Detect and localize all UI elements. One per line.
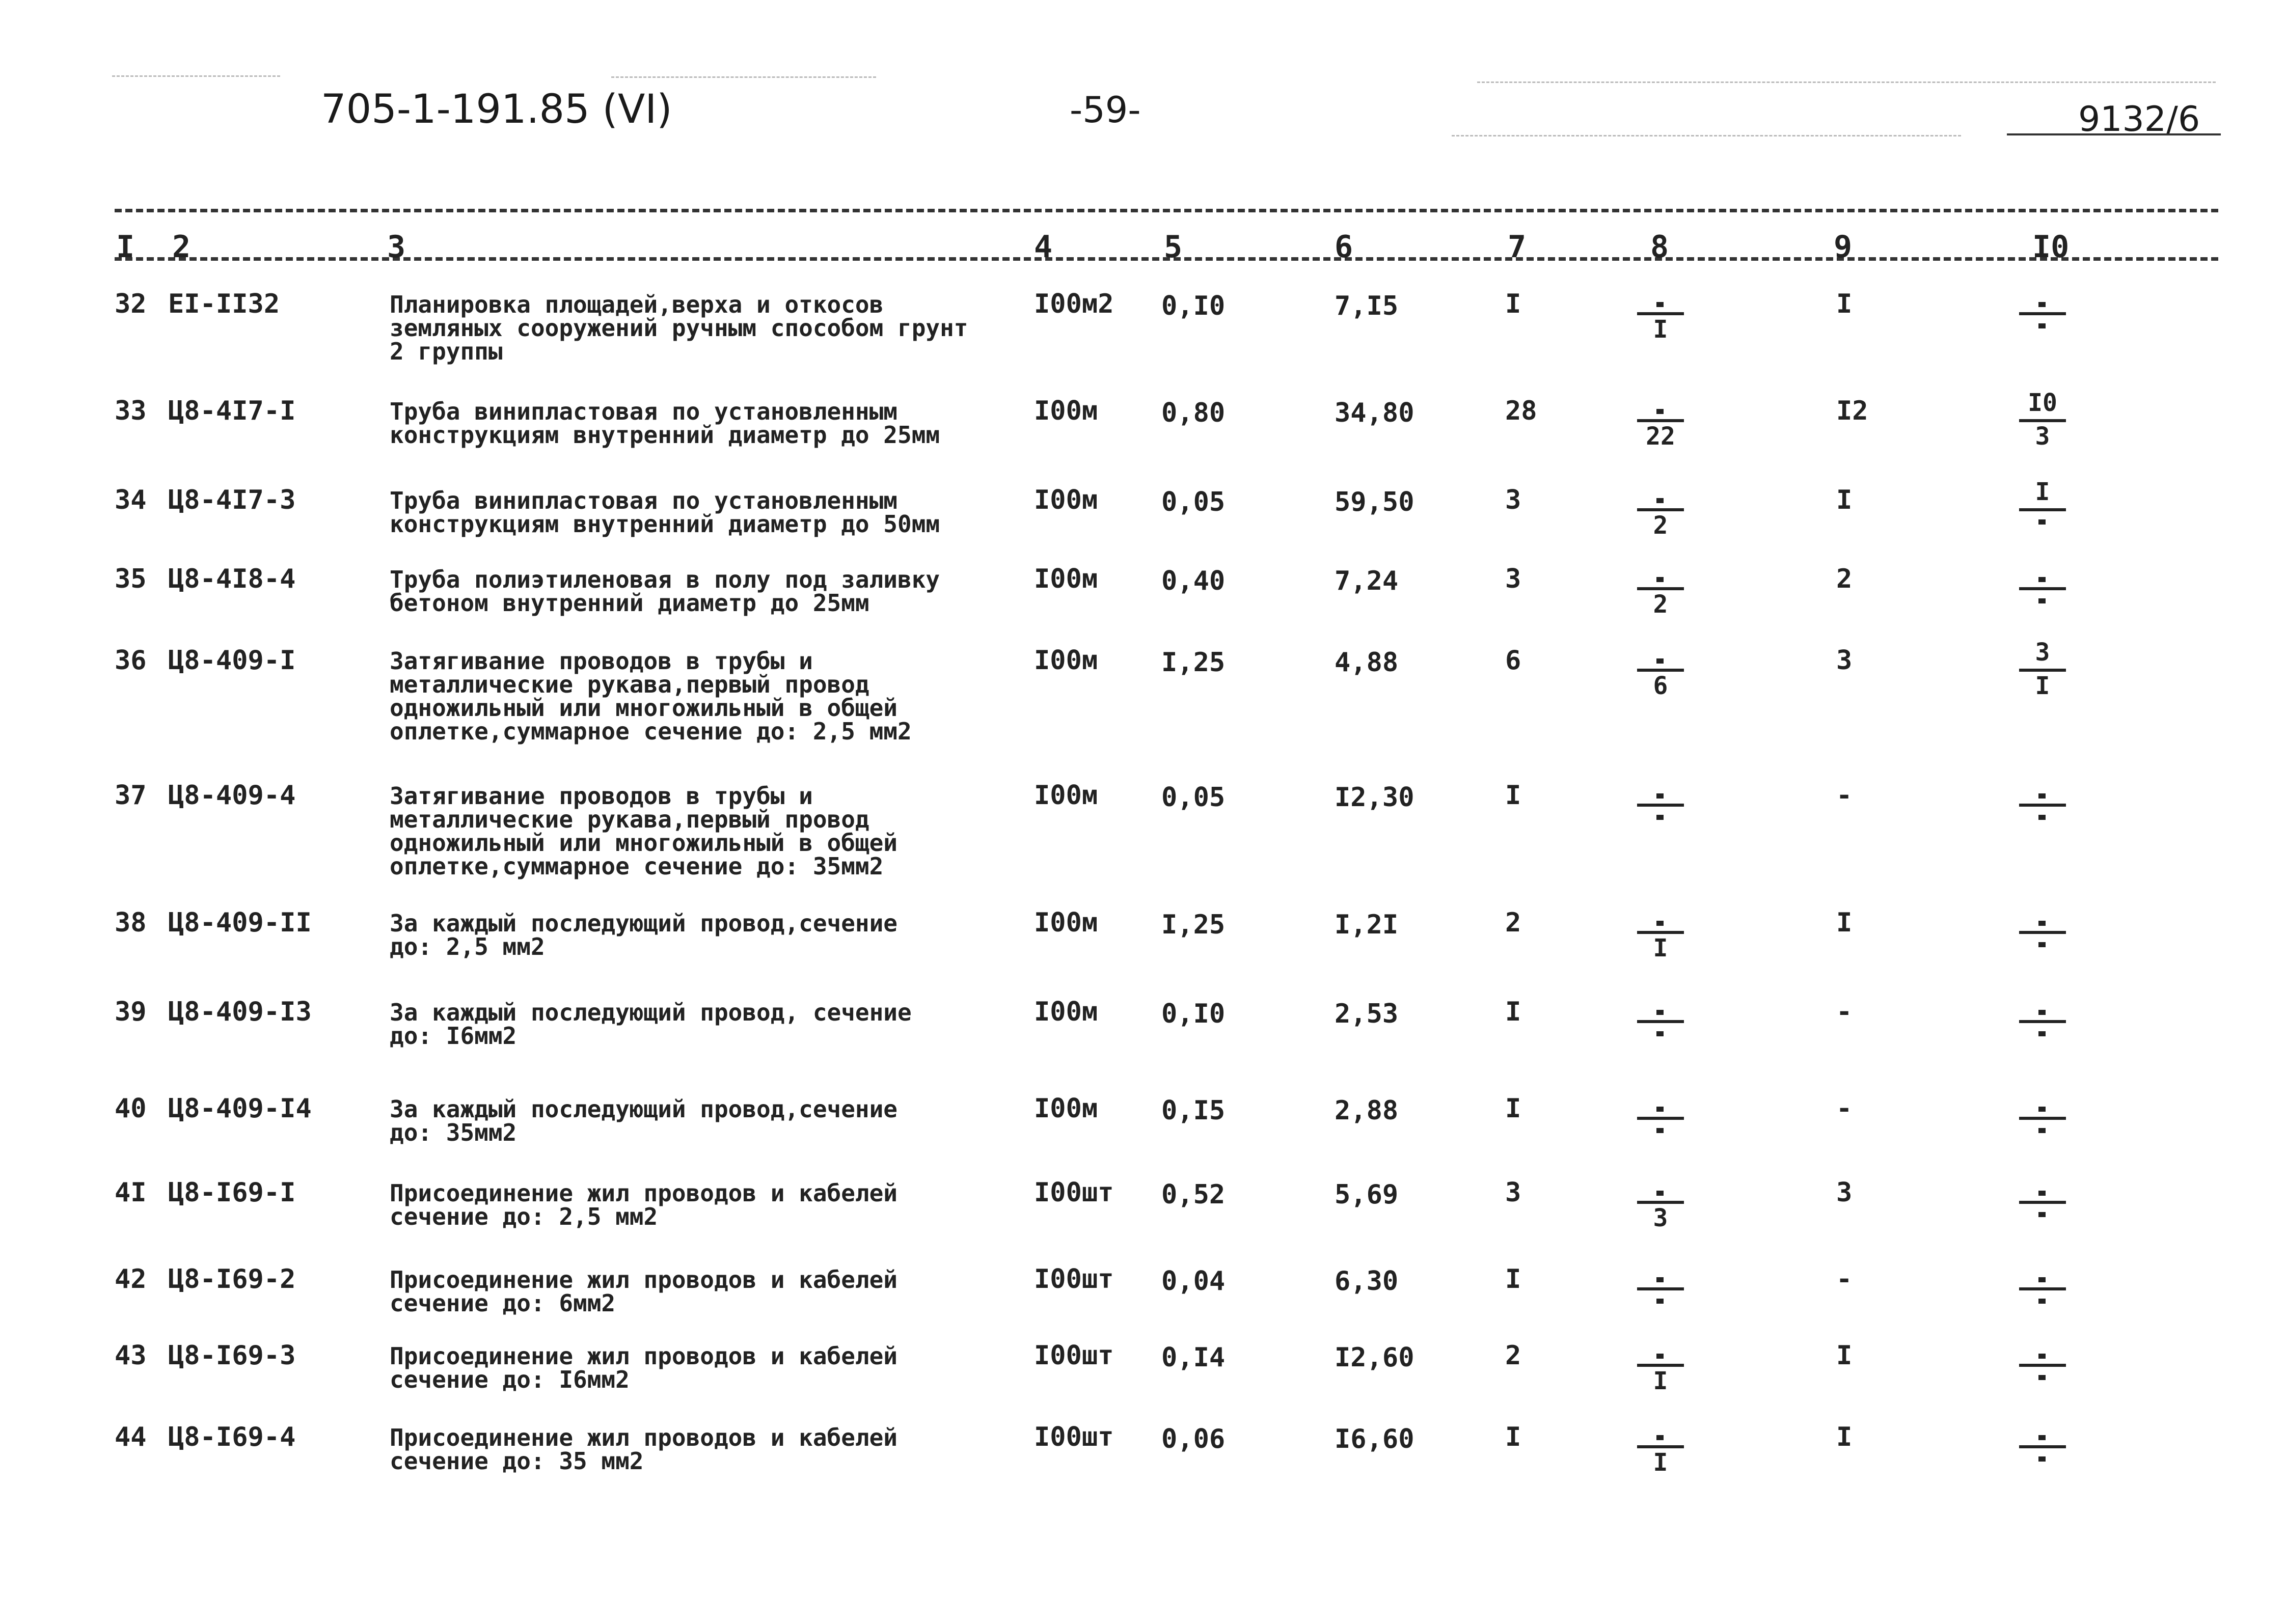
column-9-value: - [1836, 1093, 1853, 1124]
unit-of-measure: I00шт [1034, 1264, 1114, 1295]
column-7-value: 3 [1505, 1177, 1521, 1208]
dash-mark [2038, 577, 2046, 582]
unit-of-measure: I00м [1034, 780, 1098, 811]
column-10-fraction [2017, 638, 2068, 700]
column-10-fraction [2017, 287, 2068, 343]
dash-mark [2038, 1212, 2046, 1217]
column-8-fraction-bar [1637, 1287, 1684, 1290]
work-description-line: бетоном внутренний диаметр до 25мм [390, 589, 869, 617]
column-8-fraction-denominator: I [1653, 1448, 1668, 1477]
work-description-line: Присоединение жил проводов и кабелей [390, 1266, 897, 1293]
work-description-line: Присоединение жил проводов и кабелей [390, 1424, 897, 1451]
column-8-fraction [1635, 643, 1686, 699]
row-number: 44 [115, 1422, 147, 1452]
dash-mark [2038, 1277, 2046, 1282]
column-10-fraction-numerator: I [2035, 478, 2050, 506]
quantity: 0,06 [1161, 1424, 1226, 1454]
column-6-value: 5,69 [1335, 1179, 1399, 1210]
quantity: 0,05 [1161, 782, 1226, 813]
column-7-value: 3 [1505, 485, 1521, 515]
column-10-fraction [2017, 1262, 2068, 1318]
quantity: 0,I0 [1161, 999, 1226, 1029]
work-description-line: Затягивание проводов в трубы и [390, 647, 813, 675]
column-7-value: 2 [1505, 907, 1521, 938]
column-10-fraction-denominator [2017, 1450, 2068, 1475]
column-10-fraction-denominator: 3 [2035, 422, 2050, 451]
column-8-fraction [1635, 1175, 1686, 1231]
rate-code: Ц8-I69-3 [168, 1340, 296, 1371]
rate-code: Ц8-409-4 [168, 780, 296, 811]
work-description-line: сечение до: I6мм2 [390, 1366, 630, 1393]
column-header-3: 3 [387, 229, 406, 265]
column-8-fraction [1635, 778, 1686, 834]
row-number: 4I [115, 1177, 147, 1208]
work-description-line: Присоединение жил проводов и кабелей [390, 1342, 897, 1370]
scan-noise [112, 75, 280, 77]
column-10-fraction [2017, 1091, 2068, 1147]
sheet-code: 9132/6 [2078, 99, 2200, 140]
column-7-value: I [1505, 1093, 1521, 1124]
column-10-fraction-bar [2019, 1020, 2066, 1023]
column-7-value: 28 [1505, 396, 1537, 426]
column-7-value: I [1505, 289, 1521, 319]
column-8-fraction [1635, 1091, 1686, 1147]
column-10-fraction-numerator: 3 [2035, 638, 2050, 667]
column-9-value: I [1836, 907, 1853, 938]
column-10-fraction [2017, 995, 2068, 1051]
work-description-line: сечение до: 6мм2 [390, 1289, 616, 1317]
work-description-line: сечение до: 2,5 мм2 [390, 1203, 658, 1230]
dash-mark [1656, 1299, 1664, 1304]
dash-mark [2038, 598, 2046, 603]
column-8-fraction [1635, 1420, 1686, 1476]
row-number: 40 [115, 1093, 147, 1124]
row-number: 38 [115, 907, 147, 938]
dash-mark [1656, 1354, 1664, 1359]
work-description-line: до: 2,5 мм2 [390, 933, 545, 960]
rate-code: EI-II32 [168, 289, 280, 319]
column-10-fraction-bar [2019, 1117, 2066, 1120]
column-8-fraction-denominator: 2 [1653, 590, 1668, 619]
column-10-fraction [2017, 1175, 2068, 1231]
column-8-fraction-denominator: 6 [1653, 672, 1668, 700]
work-description-line: За каждый последующий провод,сечение [390, 910, 897, 937]
column-10-fraction-bar [2019, 1364, 2066, 1367]
dash-mark [2038, 1031, 2046, 1036]
column-header-1: I [116, 229, 135, 265]
column-10-fraction [2017, 778, 2068, 834]
column-10-fraction [2017, 562, 2068, 618]
work-description-line: одножильный или многожильный в общей [390, 694, 897, 722]
dash-mark [1656, 1010, 1664, 1015]
column-6-value: 34,80 [1335, 398, 1414, 428]
unit-of-measure: I00м [1034, 997, 1098, 1027]
work-description-line: Присоединение жил проводов и кабелей [390, 1179, 897, 1207]
column-10-fraction-bar [2019, 804, 2066, 807]
dash-mark [1656, 1107, 1664, 1112]
column-8-fraction [1635, 483, 1686, 539]
dash-mark [1656, 302, 1664, 307]
row-number: 35 [115, 564, 147, 594]
column-9-value: - [1836, 780, 1853, 811]
rate-code: Ц8-I69-2 [168, 1264, 296, 1295]
column-10-fraction-denominator [2017, 1369, 2068, 1393]
work-description-line: Труба полиэтиленовая в полу под заливку [390, 566, 940, 593]
work-description-line: металлические рукава,первый провод [390, 671, 869, 698]
column-8-fraction-denominator [1635, 1292, 1686, 1317]
row-number: 33 [115, 396, 147, 426]
rate-code: Ц8-4I7-3 [168, 485, 296, 515]
unit-of-measure: I00м [1034, 564, 1098, 594]
dash-mark [2038, 1107, 2046, 1112]
column-header-7: 7 [1508, 229, 1527, 265]
dash-mark [2038, 519, 2046, 525]
quantity: I,25 [1161, 910, 1226, 940]
rate-code: Ц8-4I7-I [168, 396, 296, 426]
rate-code: Ц8-409-I4 [168, 1093, 312, 1124]
work-description-line: Затягивание проводов в трубы и [390, 782, 813, 810]
document-number: 705-1-191.85 (VI) [321, 87, 672, 132]
dash-mark [1656, 658, 1664, 664]
column-6-value: 2,53 [1335, 999, 1399, 1029]
column-header-5: 5 [1164, 229, 1183, 265]
unit-of-measure: I00м [1034, 485, 1098, 515]
column-6-value: 7,I5 [1335, 291, 1399, 321]
column-8-fraction-bar [1637, 1020, 1684, 1023]
column-8-fraction [1635, 287, 1686, 343]
column-8-fraction [1635, 394, 1686, 450]
row-number: 32 [115, 289, 147, 319]
column-7-value: 2 [1505, 1340, 1521, 1371]
dash-mark [1656, 498, 1664, 503]
column-10-fraction-denominator [2017, 809, 2068, 833]
column-8-fraction-denominator: 3 [1653, 1204, 1668, 1232]
work-description-line: до: I6мм2 [390, 1022, 517, 1050]
column-header-4: 4 [1034, 229, 1053, 265]
row-number: 37 [115, 780, 147, 811]
rate-code: Ц8-409-II [168, 907, 312, 938]
dash-mark [2038, 323, 2046, 328]
quantity: I,25 [1161, 647, 1226, 678]
column-9-value: - [1836, 997, 1853, 1027]
column-8-fraction [1635, 562, 1686, 618]
column-10-fraction-bar [2019, 1287, 2066, 1290]
unit-of-measure: I00м [1034, 907, 1098, 938]
column-header-10: I0 [2032, 229, 2070, 265]
column-9-value: 3 [1836, 645, 1853, 676]
column-9-value: - [1836, 1264, 1853, 1295]
dash-mark [2038, 921, 2046, 926]
rate-code: Ц8-I69-I [168, 1177, 296, 1208]
column-7-value: 3 [1505, 564, 1521, 594]
column-9-value: I [1836, 1422, 1853, 1452]
dash-mark [1656, 1277, 1664, 1282]
column-6-value: 7,24 [1335, 566, 1399, 596]
dash-mark [1656, 793, 1664, 799]
column-10-fraction-denominator [2017, 1122, 2068, 1146]
work-description-line: одножильный или многожильный в общей [390, 829, 897, 857]
unit-of-measure: I00шт [1034, 1177, 1114, 1208]
column-7-value: I [1505, 780, 1521, 811]
dash-mark [2038, 1010, 2046, 1015]
work-description-line: конструкциям внутренний диаметр до 50мм [390, 510, 940, 538]
scan-noise [1477, 81, 2216, 83]
column-8-fraction-denominator: I [1653, 934, 1668, 962]
dash-mark [2038, 793, 2046, 799]
row-number: 39 [115, 997, 147, 1027]
column-10-fraction-bar [2019, 312, 2066, 315]
column-7-value: I [1505, 997, 1521, 1027]
work-description-line: Труба винипластовая по установленным [390, 398, 897, 425]
work-description-line: металлические рукава,первый провод [390, 806, 869, 833]
work-description-line: 2 группы [390, 338, 503, 365]
rate-code: Ц8-I69-4 [168, 1422, 296, 1452]
column-7-value: I [1505, 1422, 1521, 1452]
quantity: 0,40 [1161, 566, 1226, 596]
dash-mark [1656, 577, 1664, 582]
column-10-fraction-denominator [2017, 513, 2068, 538]
column-9-value: I [1836, 289, 1853, 319]
dash-mark [2038, 1456, 2046, 1462]
rate-code: Ц8-4I8-4 [168, 564, 296, 594]
column-7-value: 6 [1505, 645, 1521, 676]
column-10-fraction-denominator [2017, 1206, 2068, 1230]
column-header-8: 8 [1650, 229, 1669, 265]
dash-mark [2038, 302, 2046, 307]
quantity: 0,05 [1161, 487, 1226, 517]
dash-mark [1656, 815, 1664, 820]
column-6-value: 59,50 [1335, 487, 1414, 517]
row-number: 36 [115, 645, 147, 676]
column-8-fraction-denominator: I [1653, 1367, 1668, 1395]
dash-mark [2038, 1375, 2046, 1380]
scan-noise [1452, 135, 1961, 136]
dash-mark [2038, 1191, 2046, 1196]
column-header-6: 6 [1335, 229, 1353, 265]
column-10-fraction-bar [2019, 931, 2066, 934]
column-8-fraction-denominator [1635, 1122, 1686, 1146]
unit-of-measure: I00м [1034, 645, 1098, 676]
page-number: -59- [1070, 89, 1141, 131]
column-8-fraction-denominator [1635, 1025, 1686, 1050]
dash-mark [1656, 921, 1664, 926]
column-6-value: I2,60 [1335, 1342, 1414, 1373]
column-9-value: 2 [1836, 564, 1853, 594]
dash-mark [2038, 1354, 2046, 1359]
column-10-fraction [2017, 1338, 2068, 1394]
column-10-fraction-bar [2019, 1201, 2066, 1204]
dash-mark [2038, 1299, 2046, 1304]
column-8-fraction [1635, 905, 1686, 961]
column-6-value: I,2I [1335, 910, 1399, 940]
row-number: 42 [115, 1264, 147, 1295]
dash-mark [2038, 942, 2046, 947]
column-10-fraction-bar [2019, 587, 2066, 590]
dash-mark [1656, 1031, 1664, 1036]
column-8-fraction-bar [1637, 804, 1684, 807]
work-description-line: оплетке,суммарное сечение до: 2,5 мм2 [390, 718, 912, 745]
rate-code: Ц8-409-I [168, 645, 296, 676]
dash-mark [2038, 1435, 2046, 1440]
column-8-fraction [1635, 1338, 1686, 1394]
work-description-line: Труба винипластовая по установленным [390, 487, 897, 514]
column-9-value: 3 [1836, 1177, 1853, 1208]
column-6-value: 4,88 [1335, 647, 1399, 678]
column-10-fraction [2017, 478, 2068, 539]
column-10-fraction-numerator: I0 [2028, 389, 2057, 417]
unit-of-measure: I00м2 [1034, 289, 1114, 319]
column-10-fraction-denominator [2017, 1025, 2068, 1050]
column-8-fraction-bar [1637, 1117, 1684, 1120]
unit-of-measure: I00м [1034, 396, 1098, 426]
dash-mark [2038, 1128, 2046, 1133]
dash-mark [1656, 1128, 1664, 1133]
unit-of-measure: I00шт [1034, 1422, 1114, 1452]
dash-mark [1656, 409, 1664, 414]
column-8-fraction [1635, 995, 1686, 1051]
column-6-value: I2,30 [1335, 782, 1414, 813]
quantity: 0,80 [1161, 398, 1226, 428]
work-description-line: до: 35мм2 [390, 1119, 517, 1146]
work-description-line: За каждый последующий провод,сечение [390, 1095, 897, 1123]
column-10-fraction-denominator [2017, 592, 2068, 617]
quantity: 0,I4 [1161, 1342, 1226, 1373]
work-description-line: За каждый последующий провод, сечение [390, 999, 912, 1026]
work-description-line: сечение до: 35 мм2 [390, 1447, 644, 1475]
column-10-fraction [2017, 1420, 2068, 1476]
column-10-fraction [2017, 905, 2068, 961]
rate-code: Ц8-409-I3 [168, 997, 312, 1027]
scan-noise [611, 76, 876, 78]
column-9-value: I [1836, 1340, 1853, 1371]
row-number: 34 [115, 485, 147, 515]
column-10-fraction [2017, 389, 2068, 451]
work-description-line: земляных сооружений ручным способом грунт [390, 314, 968, 342]
quantity: 0,04 [1161, 1266, 1226, 1297]
column-6-value: I6,60 [1335, 1424, 1414, 1454]
dash-mark [1656, 1191, 1664, 1196]
work-description-line: Планировка площадей,верха и откосов [390, 291, 884, 318]
table-top-rule [115, 209, 2218, 212]
column-9-value: I2 [1836, 396, 1868, 426]
unit-of-measure: I00м [1034, 1093, 1098, 1124]
column-8-fraction-denominator: I [1653, 315, 1668, 344]
column-header-9: 9 [1834, 229, 1853, 265]
dash-mark [2038, 815, 2046, 820]
column-10-fraction-bar [2019, 1445, 2066, 1448]
column-10-fraction-bar [2019, 508, 2066, 511]
quantity: 0,52 [1161, 1179, 1226, 1210]
dash-mark [1656, 1435, 1664, 1440]
column-8-fraction-denominator: 2 [1653, 511, 1668, 540]
quantity: 0,I0 [1161, 291, 1226, 321]
column-10-fraction-denominator [2017, 936, 2068, 960]
column-6-value: 6,30 [1335, 1266, 1399, 1297]
quantity: 0,I5 [1161, 1095, 1226, 1126]
column-7-value: I [1505, 1264, 1521, 1295]
work-description-line: оплетке,суммарное сечение до: 35мм2 [390, 852, 884, 880]
work-description-line: конструкциям внутренний диаметр до 25мм [390, 421, 940, 449]
unit-of-measure: I00шт [1034, 1340, 1114, 1371]
column-10-fraction-denominator [2017, 317, 2068, 342]
sheet-code-underline [2007, 133, 2221, 135]
column-9-value: I [1836, 485, 1853, 515]
column-8-fraction-denominator [1635, 809, 1686, 833]
column-10-fraction-denominator [2017, 1292, 2068, 1317]
column-6-value: 2,88 [1335, 1095, 1399, 1126]
column-header-2: 2 [172, 229, 191, 265]
column-8-fraction [1635, 1262, 1686, 1318]
column-10-fraction-denominator: I [2035, 672, 2050, 700]
column-8-fraction-denominator: 22 [1646, 422, 1675, 451]
row-number: 43 [115, 1340, 147, 1371]
